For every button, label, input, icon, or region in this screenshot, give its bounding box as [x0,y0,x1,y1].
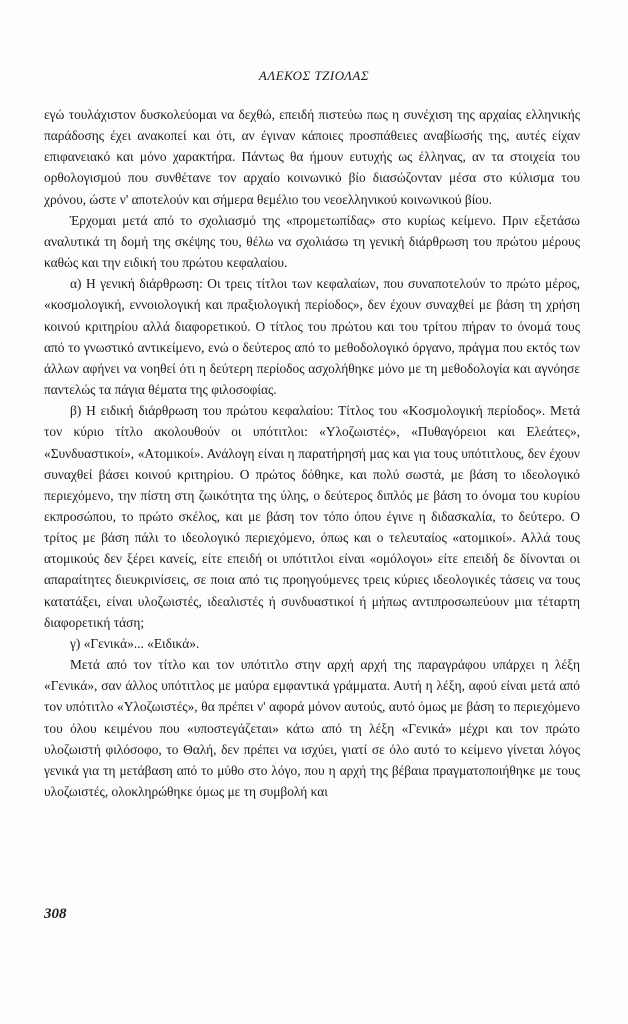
paragraph-general-structure: α) Η γενική διάρθρωση: Οι τρεις τίτλοι των κεφαλαίων, που συναποτελούν το πρώτο μέρος, «κοσμολογική, εννοιολογική και πραξιολογική περίοδος», δεν έχουν συναχθεί με βάση τη χρήση κοινού κριτηρίου αλλά διαφορετικού. Ο τίτλος του πρώτου και του τρίτου πήραν το όνομά τους από το γνωστικό αντικείμενο, ενώ ο δεύτερος από το μεθοδολογικό όργανο, πράγμα που εκτός των άλλων αφήνει να νοηθεί ότι η δεύτερη περίοδος ασχολήθηκε μόνο με τη μεθοδολογία και αγνόησε παντελώς τα πάγια θέματα της φιλοσοφίας. [44,276,580,398]
paragraph-commentary-intro: Έρχομαι μετά από το σχολιασμό της «προμετωπίδας» στο κυρίως κείμενο. Πριν εξετάσω αναλυτικά τη δομή της σκέψης του, θέλω να σχολιάσω τη γενική διάρθρωση του πρώτου μέρους καθώς και την ειδική του πρώτου κεφαλαίου. [44,212,580,271]
paragraph-subheading-general-specific: γ) «Γενικά»... «Ειδικά». [70,635,200,651]
paragraph-continuation: εγώ τουλάχιστον δυσκολεύομαι να δεχθώ, επειδή πιστεύω πως η συνέχιση της αρχαίας ελληνικής παράδοσης έχει ανακοπεί και ότι, αν έγιναν κάποιες προσπάθειες αναβίωσής της, αυτές είχαν επιφανειακό και μόνο χαρακτήρα. Πάντως θα ήμουν ευτυχής ως έλληνας, αν τα στοιχεία του ορθολογισμού που συνθέτανε τον αρχαίο κοινωνικό βίο διασώζονταν μέσα στο κύλισμα του χρόνου, ώστε ν' αποτελούν και σήμερα θεμέλιο του νεοελληνικού κοινωνικού βίου. [44,107,580,207]
running-head: ΑΛΕΚΟΣ ΤΖΙΟΛΑΣ [258,68,370,83]
paragraph-specific-structure: β) Η ειδική διάρθρωση του πρώτου κεφαλαίου: Τίτλος του «Κοσμολογική περίοδος». Μετά τον κύριο τίτλο ακολουθούν οι υπότιτλοι: «Υλοζωιστές», «Πυθαγόρειοι και Ελεάτες», «Συνδυαστικοί», «Ατομικοί». Ανάλογη είναι η παρατήρησή μας και για τους υπότιτλους, δεν έχουν συναχθεί βάσει κοινού κριτηρίου. Ο πρώτος δόθηκε, και πολύ σωστά, με βάση το ιδεολογικό περιεχόμενο, την πίστη στη ζωικότητα της ύλης, ο δεύτερος διπλός με βάση το όνομα του κυρίου εκπροσώπου, το πρώτο σκέλος, και με βάση τον τόπο όπου έγινε η διδασκαλία, το δεύτερο. Ο τρίτος με βάση πάλι το ιδεολογικό περιεχόμενο, όπως και ο τελευταίος «ατομικοί». Αλλά τους ατομικούς δεν ξέρει κανείς, είτε επειδή οι υπότιτλοι είναι «ομόλογοι» είτε επειδή δε δίνονται οι απαραίτητες διευκρινίσεις, σε ποια από τις προηγούμενες τρεις κύριες ιδεολογικές τάσεις να τους κατατάξει, είναι υλοζωιστές, ιδεαλιστές ή συνδυαστικοί ή μήπως αντιπροσωπεύουν μια τέταρτη διαφορετική τάση; [44,403,580,630]
body-text [44,104,580,802]
paragraph-general-discussion: Μετά από τον τίτλο και τον υπότιτλο στην αρχή αρχή της παραγράφου υπάρχει η λέξη «Γενικά», σαν άλλος υπότιτλος με μαύρα εμφαντικά γράμματα. Αυτή η λέξη, αφού είναι μετά από τον υπότιτλο «Υλοζωιστές», θα πρέπει ν' αφορά μόνον αυτούς, αυτό όμως με βάση το περιεχόμενο του όλου κειμένου που «υποστεγάζεται» κάτω από τη λέξη «Γενικά» μέχρι και τον πρώτο υλοζωιστή φιλόσοφο, το Θαλή, δεν πρέπει να ισχύει, γιατί σε όλο αυτό το κείμενο γίνεται λόγος γενικά για τη μετάβαση από το μύθο στο λόγο, που η αρχή της βέβαια πραγματοποιήθηκε με τους υλοζωιστές, ολοκληρώθηκε όμως με τη συμβολή και [44,657,580,799]
page-number: 308 [44,906,67,922]
